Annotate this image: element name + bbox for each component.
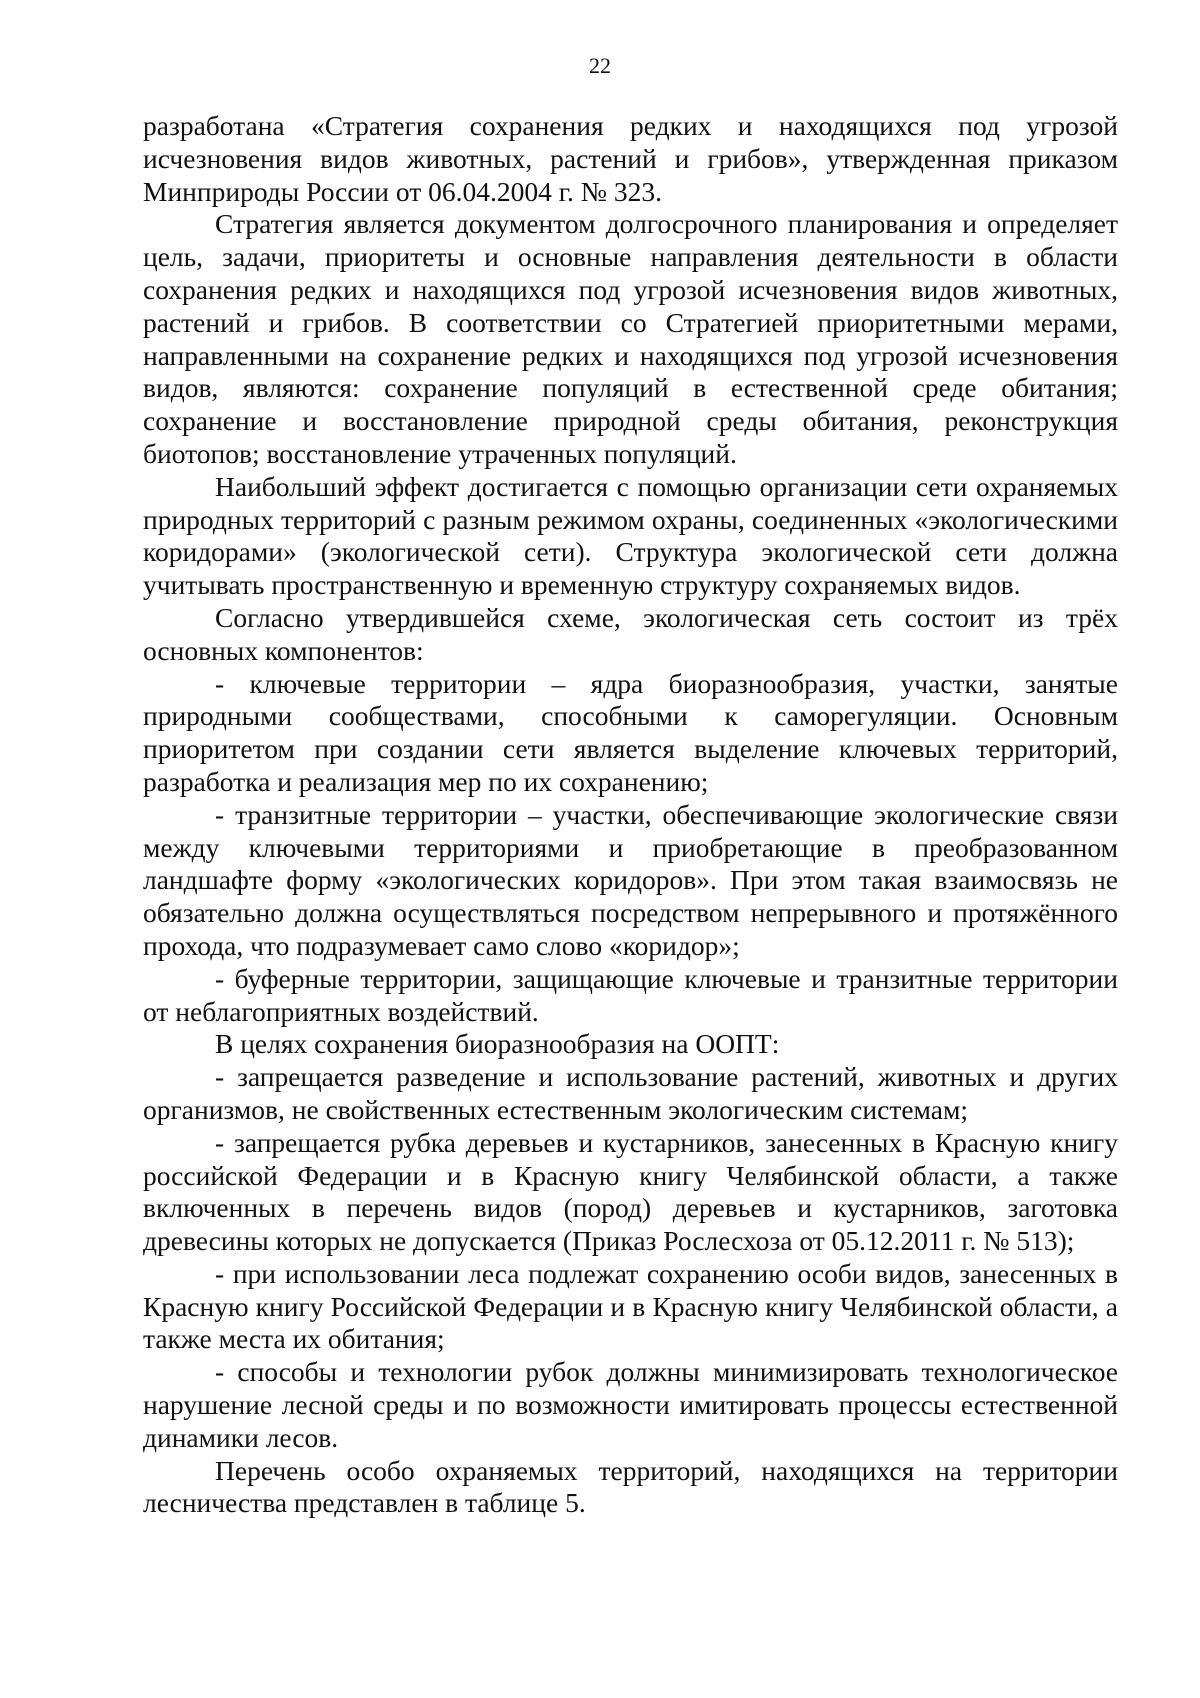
paragraph-protected-network: Наибольший эффект достигается с помощью организации сети охраняемых природных территорий с разным режимом охраны, соединенных «экологическими коридорами» (экологической сети). Структура экологической сети должна учитывать пространственную и временную структуру сохраняемых видов. <box>143 470 1118 601</box>
paragraph-table-reference: Перечень особо охраняемых территорий, находящихся на территории лесничества представлен в таблице 5. <box>143 1454 1118 1519</box>
paragraph-network-components: Согласно утвердившейся схеме, экологическая сеть состоит из трёх основных компонентов: <box>143 601 1118 666</box>
list-item-key-territories: - ключевые территории – ядра биоразнообразия, участки, занятые природными сообществами, способными к саморегуляции. Основным приоритетом при создании сети является выделение ключевых территорий, разработка и реализация мер по их сохранению; <box>143 667 1118 797</box>
list-item-prohibited-breeding: - запрещается разведение и использование растений, животных и других организмов, не свойственных естественным экологическим системам; <box>143 1061 1118 1125</box>
paragraph-strategy-description: Стратегия является документом долгосрочного планирования и определяет цель, задачи, приоритеты и основные направления деятельности в области сохранения редких и находящихся под угрозой исчезновения видов животных, растений и грибов. В соответствии со Стратегией приоритетными мерами, направленными на сохранение редких и находящихся под угрозой исчезновения видов, являются: сохранение популяций в естественной среде обитания; сохранение и восстановление природной среды обитания, реконструкция биотопов; восстановление утраченных популяций. <box>143 208 1118 469</box>
document-body <box>143 110 1118 1520</box>
list-item-logging-methods: - способы и технологии рубок должны минимизировать технологическое нарушение лесной среды и по возможности имитировать процессы естественной динамики лесов. <box>143 1356 1118 1453</box>
paragraph-biodiversity-goals: В целях сохранения биоразнообразия на ООПТ: <box>215 1028 780 1060</box>
list-item-prohibited-logging: - запрещается рубка деревьев и кустарников, занесенных в Красную книгу российской Федерации и в Красную книгу Челябинской области, а также включенных в перечень видов (пород) деревьев и кустарников, заготовка древесины которых не допускается (Приказ Рослесхоза от 05.12.2011 г. № 513); <box>143 1126 1118 1257</box>
list-item-buffer-territories: - буферные территории, защищающие ключевые и транзитные территории от неблагоприятных воздействий. <box>143 962 1118 1027</box>
list-item-transit-territories: - транзитные территории – участки, обеспечивающие экологические связи между ключевыми территориями и приобретающие в преобразованном ландшафте форму «экологических коридоров». При этом такая взаимосвязь не обязательно должна осуществляться посредством непрерывного и протяжённого прохода, что подразумевает само слово «коридор»; <box>143 798 1118 961</box>
paragraph-strategy-intro: разработана «Стратегия сохранения редких и находящихся под угрозой исчезновения видов животных, растений и грибов», утвержденная приказом Минприроды России от 06.04.2004 г. № 323. <box>143 110 1118 207</box>
list-item-species-preservation: - при использовании леса подлежат сохранению особи видов, занесенных в Красную книгу Российской Федерации и в Красную книгу Челябинской области, а также места их обитания; <box>143 1257 1118 1355</box>
page-number: 22 <box>589 53 611 78</box>
